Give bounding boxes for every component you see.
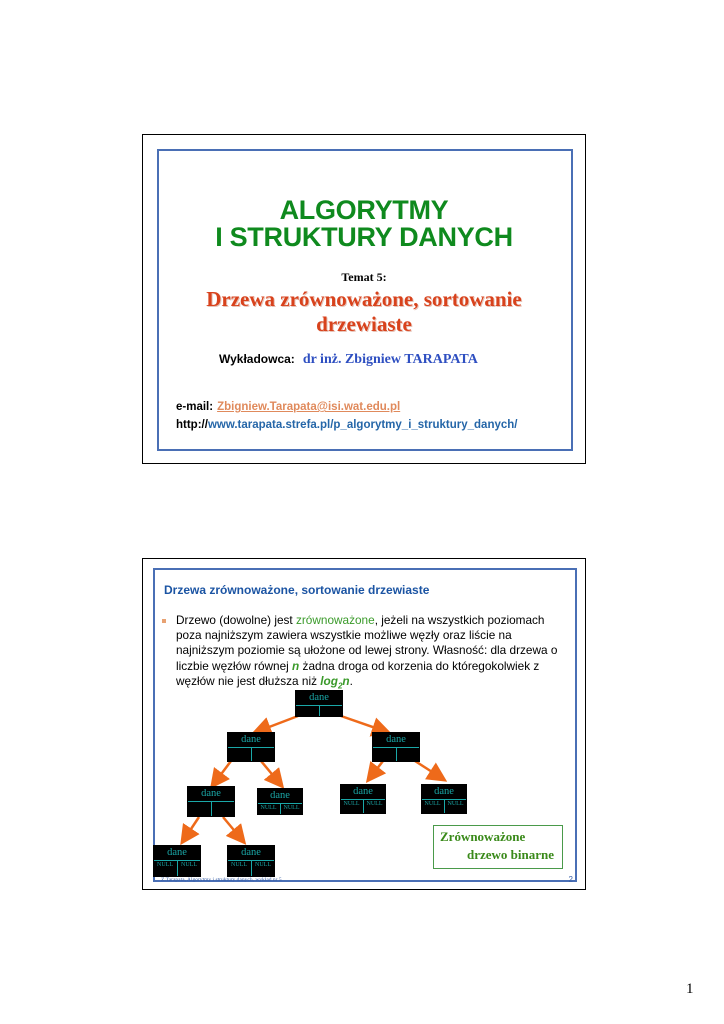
email-link[interactable]: Zbigniew.Tarapata@isi.wat.edu.pl bbox=[217, 401, 401, 413]
log-text: log bbox=[320, 673, 338, 688]
null-label: NULL bbox=[157, 862, 173, 868]
definition-part1: Drzewo (dowolne) jest bbox=[176, 613, 296, 627]
definition-term: zrównoważone bbox=[295, 613, 375, 627]
null-label: NULL bbox=[447, 801, 464, 807]
edge-ll-lll bbox=[183, 817, 199, 841]
topic-label: Temat 5: bbox=[341, 270, 387, 284]
email-label: e-mail: bbox=[176, 401, 214, 413]
edge-root-left bbox=[256, 716, 298, 732]
null-label: NULL bbox=[181, 862, 197, 868]
null-label: NULL bbox=[260, 805, 277, 811]
edge-root-right bbox=[341, 716, 387, 732]
node-label: dane bbox=[241, 847, 261, 858]
tree-node-left bbox=[227, 732, 275, 762]
legend-box bbox=[433, 825, 563, 869]
course-url-link[interactable]: www.tarapata.strefa.pl/p_algorytmy_i_struktury_danych/ bbox=[207, 419, 518, 431]
node-label: dane bbox=[241, 734, 261, 745]
url-line bbox=[176, 419, 517, 431]
null-label: NULL bbox=[366, 801, 383, 807]
course-title-line2: I STRUKTURY DANYCH bbox=[215, 222, 513, 252]
null-label: NULL bbox=[255, 862, 271, 868]
topic-title bbox=[143, 287, 585, 337]
legend-line2: drzewo binarne bbox=[466, 847, 554, 862]
edge-r-rl bbox=[369, 761, 383, 779]
lecturer-name: dr inż. Zbigniew TARAPATA bbox=[302, 352, 478, 367]
edge-l-lr bbox=[261, 761, 281, 785]
slide-footer: Z.Tarapata, Algorytmy i struktury danych, wykład nr 5 bbox=[161, 877, 282, 883]
tree-node-rl bbox=[340, 784, 386, 814]
null-label: NULL bbox=[231, 862, 247, 868]
node-divider bbox=[211, 801, 212, 816]
node-label: dane bbox=[434, 786, 454, 797]
tree-node-lll bbox=[153, 845, 201, 877]
node-label: dane bbox=[386, 734, 406, 745]
topic-title-line1: Drzewa zrównoważone, sortowanie bbox=[206, 287, 522, 311]
node-label: dane bbox=[167, 847, 187, 858]
node-divider bbox=[251, 747, 252, 761]
tree-node-lr bbox=[257, 788, 303, 815]
log-base: 2 bbox=[337, 681, 343, 691]
course-title-line1: ALGORYTMY bbox=[279, 195, 449, 225]
node-label: dane bbox=[309, 692, 329, 703]
lecturer-line bbox=[219, 352, 478, 368]
tree-node-right bbox=[372, 732, 420, 762]
definition-end: . bbox=[349, 673, 353, 688]
edge-ll-llr bbox=[223, 817, 243, 841]
node-label: dane bbox=[270, 790, 290, 801]
content-slide bbox=[142, 558, 586, 890]
edge-l-ll bbox=[213, 761, 231, 785]
null-label: NULL bbox=[343, 801, 360, 807]
legend-line1: Zrównoważone bbox=[440, 829, 526, 844]
page-number: 1 bbox=[686, 981, 694, 997]
topic-title-line2: drzewiaste bbox=[316, 312, 412, 336]
email-line bbox=[176, 401, 400, 413]
log-n: n bbox=[342, 673, 350, 688]
node-label: dane bbox=[201, 788, 221, 799]
tree-node-ll bbox=[187, 786, 235, 817]
http-label: http:// bbox=[176, 419, 208, 431]
lecturer-label: Wykładowca: bbox=[219, 352, 295, 366]
definition-part2: , jeżeli na wszystkich poziomach poza najniższym zawiera wszystkie możliwe węzły oraz liście na najniższym poziomie są ułożone od lewej strony. Własność: dla drzewa o liczbie węzłów równej bbox=[176, 613, 558, 673]
definition-n: n bbox=[292, 658, 300, 673]
title-slide bbox=[142, 134, 586, 464]
tree-node-root bbox=[295, 690, 343, 717]
tree-node-llr bbox=[227, 845, 275, 877]
null-label: NULL bbox=[424, 801, 441, 807]
slide-title: Drzewa zrównoważone, sortowanie drzewiaste bbox=[164, 583, 430, 597]
node-label: dane bbox=[353, 786, 373, 797]
node-divider bbox=[319, 705, 320, 716]
definition-part3: żadna droga od korzenia do któregokolwiek z węzłów nie jest dłuższa niż bbox=[176, 658, 540, 688]
slide-number: 2 bbox=[568, 875, 573, 884]
tree-node-rr bbox=[421, 784, 467, 814]
node-divider bbox=[396, 747, 397, 761]
null-label: NULL bbox=[283, 805, 300, 811]
edge-r-rr bbox=[415, 761, 443, 779]
